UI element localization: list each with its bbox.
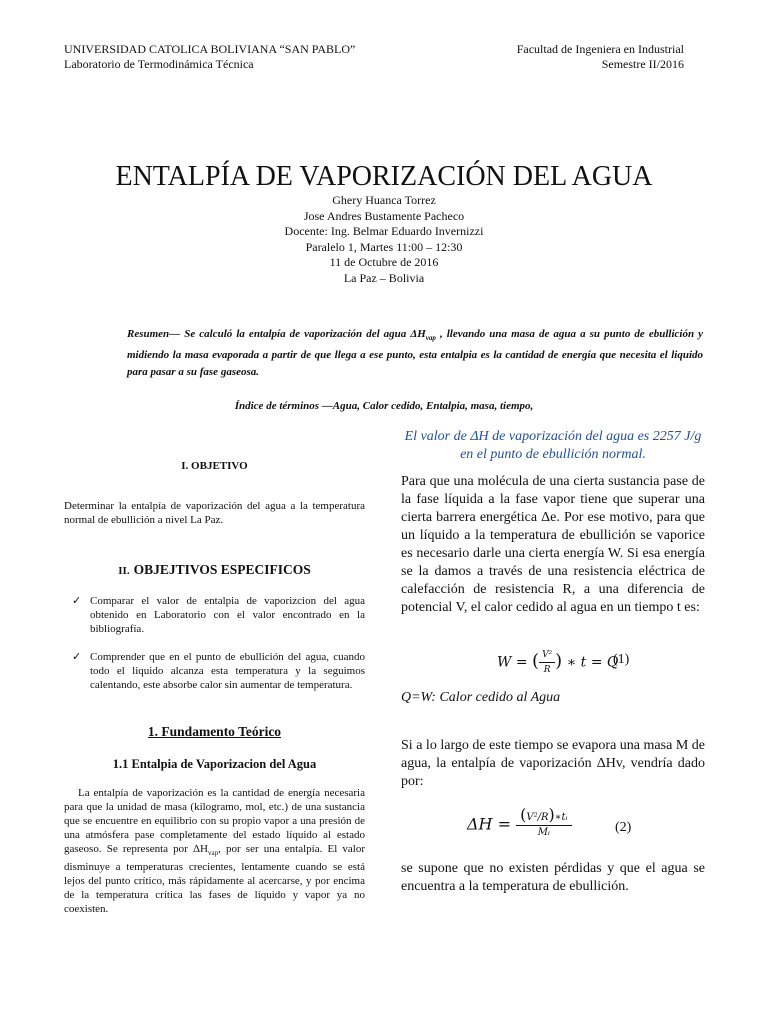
highlight-note: El valor de ΔH de vaporización del agua es 2257 J/g en el punto de ebullición normal.: [404, 429, 702, 462]
q-note: Q=W: Calor cedido al Agua: [401, 690, 561, 705]
header-university: UNIVERSIDAD CATOLICA BOLIVIANA “SAN PABLO”: [64, 42, 356, 56]
index-terms: Índice de términos —Agua, Calor cedido, Entalpia, masa, tiempo,: [234, 400, 534, 412]
paragraph-mass: Si a lo largo de este tiempo se evapora una masa M de agua, la entalpía de vaporización ΔHv, vendría dado por:: [401, 738, 705, 789]
section-fundamento-heading: 1. Fundamento Teórico: [147, 724, 282, 739]
list-item: [64, 594, 365, 636]
abstract-subscript: vap: [425, 334, 436, 343]
section-objetivo-heading: I. OBJETIVO: [181, 460, 248, 472]
list-item-text: Comparar el valor de entalpia de vaporizcion del agua obtenido en Laboratorio con el valor encontrado en la bibliografía.: [90, 595, 365, 635]
checkmark-icon: ✓: [72, 595, 82, 607]
subscript: vap: [208, 849, 219, 858]
inner-denominator: R: [540, 812, 549, 823]
paragraph-assumption: se supone que no existen pérdidas y que el agua se encuentra a la temperatura de ebullición.: [401, 861, 705, 894]
fraction-denominator: Mᵢ: [537, 827, 550, 838]
location-line: La Paz – Bolivia: [343, 270, 425, 285]
equation-rhs: ∗ t = Q: [562, 654, 619, 671]
abstract-text-cont: , llevando una masa de agua a su punto de ebullición y midiendo la masa evaporada a partir de que llega a ese punto, esta entalpia es la cantidad de energía que necesita el liquido para pasar a su fase gaseosa.: [127, 328, 703, 379]
equation-2: [401, 805, 705, 850]
abstract-label: Resumen—: [127, 328, 181, 340]
equation-1-body: W = ( $\frac{\text{V²}}{R}$ ) ∗ t = Q: [497, 650, 619, 675]
list-item: [64, 650, 365, 692]
instructor-line: Docente: Ing. Belmar Eduardo Invernizzi: [284, 224, 484, 238]
schedule-line: Paralelo 1, Martes 11:00 – 12:30: [305, 239, 463, 254]
section-objetivo-text: Determinar la entalpía de vaporización del agua a la temperatura normal de ebullición a nivel La Paz.: [64, 500, 365, 526]
inner-numerator: V²: [526, 812, 538, 823]
header-lab: Laboratorio de Termodinámica Técnica: [64, 57, 254, 71]
author-name: Jose Andres Bustamente Pacheco: [303, 208, 465, 223]
list-item-text: Comprender que en el punto de ebullición del agua, cuando todo el liquido alcanza esta temperatura y la seguimos calentando, este absorbe calor sin aumentar de temperatura.: [90, 651, 365, 691]
checkmark-icon: ✓: [72, 651, 82, 663]
section-number: II.: [118, 565, 130, 577]
time-factor: ∗tᵢ: [554, 812, 568, 823]
objectives-list: [64, 594, 365, 692]
paragraph-text: La entalpía de vaporización es la cantidad de energía necesaria para que la unidad de masa (kilogramo, mol, etc.) de una sustancia que se encuentre en equilibrio con su propio vapor a una presión de una atmósfera pase completamente del estado líquido al estado gaseoso. Se representa por ΔH: [64, 787, 365, 855]
authors-block: [0, 193, 768, 286]
abstract: [127, 326, 703, 381]
header-semester: Semestre II/2016: [601, 57, 684, 71]
equation-1: [401, 648, 705, 678]
fraction-numerator: V²: [539, 648, 555, 663]
section-especificos-heading: [64, 561, 365, 579]
paper-title: ENTALPÍA DE VAPORIZACIÓN DEL AGUA: [115, 161, 653, 192]
header-faculty: Facultad de Ingeniera en Industrial: [516, 42, 684, 56]
equation-lhs: W =: [497, 654, 533, 671]
author-name: Ghery Huanca Torrez: [332, 193, 436, 207]
equation-number: (2): [615, 820, 632, 835]
section-title: OBJEJTIVOS ESPECIFICOS: [133, 562, 311, 577]
paragraph-text-cont: , por ser una entalpía. El valor disminuye a temperaturas crecientes, lentamente cuando se está lejos del punto crítico, más rápidamente al acercarse, y por encima de la temperatura crítica las fases de líquido y vapor ya no coexisten.: [64, 843, 365, 916]
abstract-text: Se calculó la entalpía de vaporización del agua ΔH: [180, 328, 426, 340]
paragraph-barrier: Para que una molécula de una cierta sustancia pase de la fase líquida a la fase vapor tiene que superar una cierta barrera energética Δe. Por ese motivo, para que un líquido a la temperatura de ebullición se vaporice es necesario darle una cierta energía W. Si esa energía se la damos a través de una resistencia eléctrica de calefacción de resistencia R, a una diferencia de potencial V, el calor cedido al agua en un tiempo t es:: [401, 474, 705, 615]
equation-2-body: ΔH = $\frac{\text{(V²/R)∗tᵢ}}{\text{Mᵢ}}$: [467, 808, 572, 840]
subsection-entalpia-heading: 1.1 Entalpia de Vaporizacion del Agua: [112, 757, 317, 771]
fraction-denominator: R: [543, 665, 551, 675]
equation-number: (1): [613, 652, 630, 667]
date-line: 11 de Octubre de 2016: [329, 255, 439, 269]
equation-lhs: ΔH =: [467, 814, 517, 834]
subsection-entalpia-text: [64, 786, 365, 916]
